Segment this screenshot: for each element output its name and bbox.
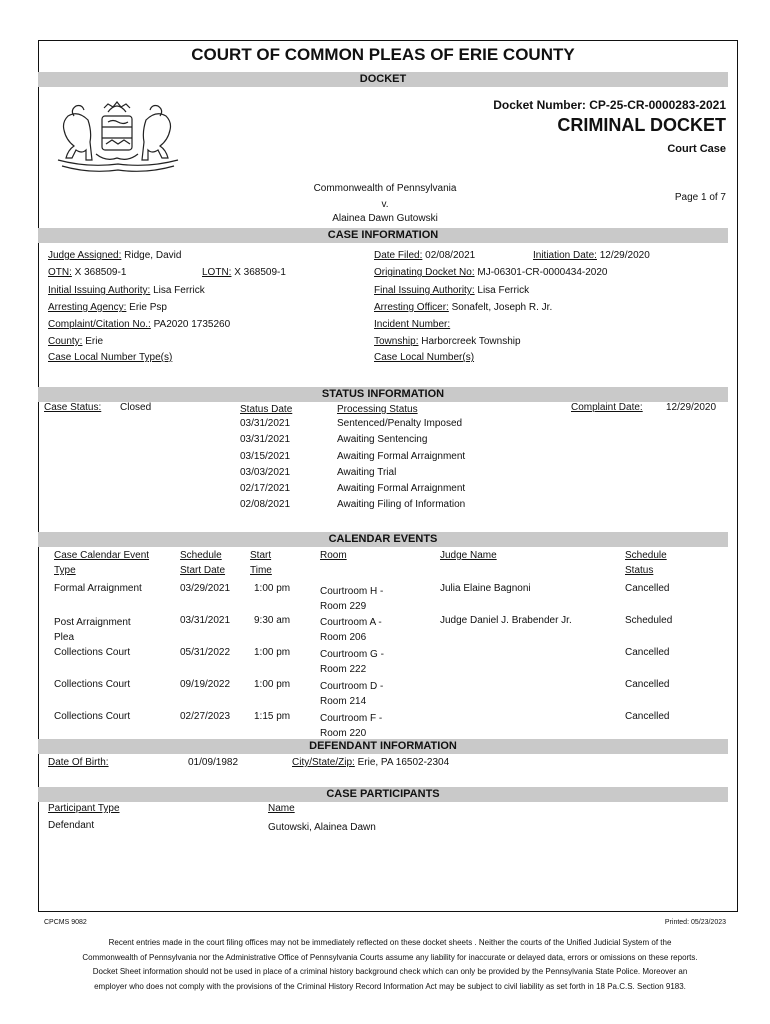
otn-row: OTN: X 368509-1 [48, 267, 127, 278]
form-id: CPCMS 9082 [44, 919, 87, 926]
case-info-bar: CASE INFORMATION [38, 228, 728, 243]
list-item: 02/17/2021 Awaiting Formal Arraignment [240, 483, 466, 495]
calendar-table [0, 581, 770, 741]
dob-label: Date Of Birth: [48, 757, 109, 768]
docket-number: Docket Number: CP-25-CR-0000283-2021 [493, 98, 726, 112]
status-date-header: Status Date [240, 404, 293, 415]
complaint-date-value: 12/29/2020 [666, 402, 717, 413]
complaint-number-row: Complaint/Citation No.: PA2020 1735260 [48, 319, 231, 330]
court-title: COURT OF COMMON PLEAS OF ERIE COUNTY [191, 45, 575, 64]
header-schedule-date: Schedule Start Date [180, 550, 226, 576]
pennsylvania-seal-icon [48, 94, 186, 176]
incident-number-label: Incident Number: [374, 319, 451, 330]
case-participants-bar: CASE PARTICIPANTS [38, 787, 728, 802]
final-authority-row: Final Issuing Authority: Lisa Ferrick [374, 285, 530, 296]
table-row: Formal Arraignment 03/29/2021 1:00 pm Courtroom H - Room 229 Julia Elaine Bagnoni Cancelled [54, 583, 670, 612]
table-row: Collections Court 09/19/2022 1:00 pm Courtroom D - Room 214 Cancelled [54, 679, 670, 707]
case-status-value: Closed [120, 402, 152, 413]
county-row: County: Erie [48, 336, 104, 347]
list-item: 03/03/2021 Awaiting Trial [240, 466, 397, 478]
list-item: 02/08/2021 Awaiting Filing of Information [240, 499, 466, 511]
initiation-date-row: Initiation Date: 12/29/2020 [533, 250, 650, 261]
disclaimer-text: Recent entries made in the court filing offices may not be immediately reflected on these docket sheets . Neither the courts of the Unified Judicial System of the Commonwealth of Pennsylvania nor the Administrative Office of Pennsylvania Courts assume any liability for inaccurate or delayed data, errors or omissions on these reports. Docket Sheet information should not be used in place of a criminal history background check which can only be provided by the Pennsylvania State Police. Moreover an employer who does not comply with the provisions of the Criminal History Record Information Act may be subject to civil liability as set forth in 18 Pa.C.S. Section 9183. [82, 938, 698, 991]
judge-row: Judge Assigned: Ridge, David [48, 250, 182, 261]
court-case-label: Court Case [667, 143, 726, 155]
processing-status-header: Processing Status [337, 404, 418, 415]
date-filed-row: Date Filed: 02/08/2021 [374, 250, 476, 261]
header-room: Room [320, 550, 347, 561]
header-event-type: Case Calendar Event Type [54, 550, 150, 576]
case-local-number-label: Case Local Number(s) [374, 352, 475, 363]
status-info-bar: STATUS INFORMATION [38, 387, 728, 402]
header-judge-name: Judge Name [440, 550, 497, 561]
caption-versus: v. [381, 199, 389, 210]
participant-type-header: Participant Type [48, 803, 120, 814]
list-item: 03/31/2021 Awaiting Sentencing [240, 434, 428, 446]
table-row: Collections Court 02/27/2023 1:15 pm Courtroom F - Room 220 Cancelled [54, 711, 670, 739]
list-item: 03/31/2021 Sentenced/Penalty Imposed [240, 418, 463, 429]
township-row: Township: Harborcreek Township [374, 336, 521, 347]
caption-plaintiff: Commonwealth of Pennsylvania [313, 183, 457, 194]
lotn-row: LOTN: X 368509-1 [202, 267, 286, 278]
participant-name-header: Name [268, 803, 295, 814]
docket-bar: DOCKET [38, 72, 728, 87]
dob-value: 01/09/1982 [188, 757, 239, 768]
city-state-zip-row: City/State/Zip: Erie, PA 16502-2304 [292, 757, 450, 768]
participant-name-value: Gutowski, Alainea Dawn [268, 822, 376, 833]
participant-type-value: Defendant [48, 820, 95, 831]
initial-authority-row: Initial Issuing Authority: Lisa Ferrick [48, 285, 205, 296]
originating-docket-row: Originating Docket No: MJ-06301-CR-0000434-2020 [374, 267, 608, 278]
printed-date: Printed: 05/23/2023 [664, 919, 726, 926]
status-list [240, 418, 540, 516]
arresting-officer-row: Arresting Officer: Sonafelt, Joseph R. Jr. [374, 302, 553, 313]
table-row: Post Arraignment Plea 03/31/2021 9:30 am Courtroom A - Room 206 Judge Daniel J. Brabender Jr. Scheduled [54, 615, 673, 643]
caption-defendant: Alainea Dawn Gutowski [332, 213, 438, 224]
header-schedule-status: Schedule Status [625, 550, 667, 576]
case-local-number-type-label: Case Local Number Type(s) [48, 352, 173, 363]
docket-type: CRIMINAL DOCKET [557, 115, 726, 135]
case-status-label: Case Status: [44, 402, 102, 413]
complaint-date-label: Complaint Date: [571, 402, 643, 413]
calendar-events-bar: CALENDAR EVENTS [38, 532, 728, 547]
table-row: Collections Court 05/31/2022 1:00 pm Courtroom G - Room 222 Cancelled [54, 647, 670, 675]
list-item: 03/15/2021 Awaiting Formal Arraignment [240, 450, 466, 462]
arresting-agency-row: Arresting Agency: Erie Psp [48, 302, 167, 313]
page-number: Page 1 of 7 [674, 192, 726, 203]
defendant-info-bar: DEFENDANT INFORMATION [38, 739, 728, 754]
header-start-time: Start Time [250, 550, 272, 576]
